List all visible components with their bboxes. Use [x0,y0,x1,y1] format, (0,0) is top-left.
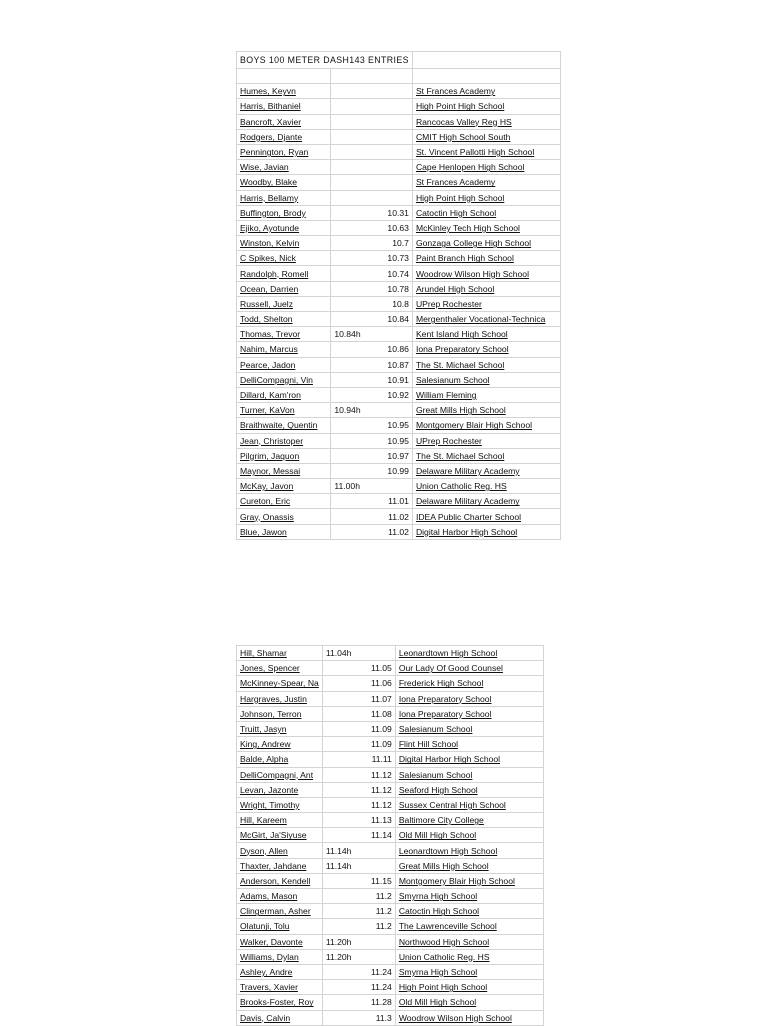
entry-row [237,980,544,995]
fat-time: 10.78 [387,283,409,294]
seed-time-cell [331,175,413,190]
seed-time-cell [322,919,395,934]
entry-row [237,782,544,797]
entry-row [237,752,544,767]
seed-time-cell [322,980,395,995]
school-name[interactable]: Delaware Military Academy [412,494,560,509]
seed-time-cell [331,114,413,129]
fat-time: 10.31 [387,207,409,218]
seed-time-cell [331,251,413,266]
seed-time-cell [322,813,395,828]
school-name[interactable]: UPrep Rochester [412,296,560,311]
school-name[interactable]: Smyrna High School [395,889,543,904]
entry-row [237,858,544,873]
fat-time: 11.2 [375,891,392,902]
school-name[interactable]: The St. Michael School [412,357,560,372]
school-name[interactable]: Digital Harbor High School [395,752,543,767]
school-name[interactable]: The Lawrenceville School [395,919,543,934]
seed-time-cell [322,934,395,949]
seed-time-cell [331,266,413,281]
entry-row [237,327,561,342]
athlete-name[interactable]: Pilgrim, Jaquon [237,448,331,463]
fat-time: 10.87 [387,359,409,370]
athlete-name[interactable]: Randolph, Romell [237,266,331,281]
entry-row [237,99,561,114]
school-name[interactable]: High Point High School [412,99,560,114]
entry-row [237,357,561,372]
fat-time: 10.7 [392,238,409,249]
school-name[interactable]: Woodrow Wilson High School [395,1010,543,1025]
athlete-name[interactable]: Olatunji, Tolu [237,919,323,934]
entry-row [237,251,561,266]
athlete-name[interactable]: King, Andrew [237,737,323,752]
athlete-name[interactable]: McKinney-Spear, Na [237,676,323,691]
athlete-name[interactable]: Walker, Davonte [237,934,323,949]
hand-time: 11.20h [325,951,352,962]
school-name[interactable]: St Frances Academy [412,84,560,99]
athlete-name[interactable]: Jean, Christoper [237,433,331,448]
athlete-name[interactable]: Truitt, Jasyn [237,721,323,736]
fat-time: 11.06 [370,678,392,689]
entry-row [237,934,544,949]
seed-time-cell [322,904,395,919]
entry-row [237,676,544,691]
entry-row [237,721,544,736]
seed-time-cell [322,995,395,1010]
seed-time-cell [331,84,413,99]
school-name[interactable]: Digital Harbor High School [412,524,560,539]
entry-row [237,114,561,129]
seed-time-cell [331,144,413,159]
fat-time: 11.05 [370,663,392,674]
fat-time: 10.84 [387,314,409,325]
entry-row [237,372,561,387]
entry-row [237,661,544,676]
athlete-name[interactable]: C Spikes, Nick [237,251,331,266]
entry-row [237,387,561,402]
school-name[interactable]: Old Mill High School [395,995,543,1010]
seed-time-cell [322,949,395,964]
school-name[interactable]: Iona Preparatory School [412,342,560,357]
athlete-name[interactable]: Maynor, Messai [237,463,331,478]
seed-time-cell [331,372,413,387]
school-name[interactable]: William Fleming [412,387,560,402]
school-name[interactable]: Gonzaga College High School [412,236,560,251]
entry-row [237,737,544,752]
seed-time-cell [331,403,413,418]
seed-time-cell [331,524,413,539]
athlete-name[interactable]: Dillard, Kam'ron [237,387,331,402]
seed-time-cell [331,448,413,463]
athlete-name[interactable]: Balde, Alpha [237,752,323,767]
school-name[interactable]: Catoctin High School [395,904,543,919]
hand-time: 10.84h [334,329,361,340]
fat-time: 10.97 [387,450,409,461]
hand-time: 11.14h [325,845,352,856]
athlete-name[interactable]: Blue, Jawon [237,524,331,539]
athlete-name[interactable]: Winston, Kelvin [237,236,331,251]
seed-time-cell [322,889,395,904]
school-name[interactable]: Salesianum School [395,721,543,736]
athlete-name[interactable]: Braithwaite, Quentin [237,418,331,433]
fat-time: 11.07 [370,693,392,704]
fat-time: 11.24 [370,967,392,978]
athlete-name[interactable]: Cureton, Eric [237,494,331,509]
athlete-name[interactable]: Johnson, Terron [237,706,323,721]
fat-time: 11.24 [370,982,392,993]
seed-time-cell [322,858,395,873]
athlete-name[interactable]: Gray, Onassis [237,509,331,524]
school-name[interactable]: Salesianum School [395,767,543,782]
entry-row [237,418,561,433]
seed-time-cell [331,342,413,357]
seed-time-cell [322,964,395,979]
fat-time: 11.15 [370,875,392,886]
athlete-name[interactable]: Anderson, Kendell [237,873,323,888]
school-name[interactable]: High Point High School [412,190,560,205]
school-name[interactable]: IDEA Public Charter School [412,509,560,524]
seed-time-cell [322,797,395,812]
fat-time: 11.09 [370,739,392,750]
hand-time: 11.00h [334,481,360,492]
seed-time-cell [322,691,395,706]
school-name[interactable]: Seaford High School [395,782,543,797]
school-name[interactable]: McKinley Tech High School [412,220,560,235]
seed-time-cell [331,312,413,327]
athlete-name[interactable]: Adams, Mason [237,889,323,904]
school-name[interactable]: CMIT High School South [412,129,560,144]
seed-time-cell [322,706,395,721]
athlete-name[interactable]: Harris, Bellamy [237,190,331,205]
school-name[interactable]: Union Catholic Reg. HS [395,949,543,964]
athlete-name[interactable]: Harris, Bithaniel [237,99,331,114]
blank-row [237,69,561,84]
fat-time: 10.63 [387,222,409,233]
hand-time: 11.14h [325,860,352,871]
athlete-name[interactable]: Russell, Juelz [237,296,331,311]
athlete-name[interactable]: Hill, Shamar [237,646,323,661]
entry-row [237,448,561,463]
school-name[interactable]: Paint Branch High School [412,251,560,266]
athlete-name[interactable]: Thaxter, Jahdane [237,858,323,873]
entry-row [237,524,561,539]
entry-row [237,236,561,251]
school-name[interactable]: Great Mills High School [412,403,560,418]
entry-row [237,281,561,296]
hand-time: 11.04h [325,648,352,659]
fat-time: 10.73 [387,253,409,264]
fat-time: 11.2 [375,906,392,917]
seed-time-cell [331,296,413,311]
athlete-name[interactable]: Dyson, Allen [237,843,323,858]
entry-row [237,843,544,858]
entry-row [237,220,561,235]
school-name[interactable]: Union Catholic Reg. HS [412,479,560,494]
entry-row [237,691,544,706]
athlete-name[interactable]: DelliCompagni, Vin [237,372,331,387]
school-name[interactable]: High Point High School [395,980,543,995]
school-name[interactable]: Smyrna High School [395,964,543,979]
entry-row [237,266,561,281]
fat-time: 11.02 [388,526,409,537]
seed-time-cell [322,661,395,676]
entry-row [237,403,561,418]
school-name[interactable]: Our Lady Of Good Counsel [395,661,543,676]
athlete-name[interactable]: Levan, Jazonte [237,782,323,797]
seed-time-cell [331,281,413,296]
entry-row [237,175,561,190]
school-name[interactable]: Sussex Central High School [395,797,543,812]
athlete-name[interactable]: McKay, Javon [237,479,331,494]
school-name[interactable]: Salesianum School [412,372,560,387]
school-name[interactable]: Northwood High School [395,934,543,949]
athlete-name[interactable]: Buffington, Brody [237,205,331,220]
athlete-name[interactable]: Woodby, Blake [237,175,331,190]
athlete-name[interactable]: Davis, Calvin [237,1010,323,1025]
fat-time: 11.02 [388,511,409,522]
school-name[interactable]: Catoctin High School [412,205,560,220]
fat-time: 11.28 [370,997,392,1008]
entry-row [237,646,544,661]
athlete-name[interactable]: Jones, Spencer [237,661,323,676]
seed-time-cell [331,433,413,448]
school-name[interactable]: Rancocas Valley Reg HS [412,114,560,129]
seed-time-cell [322,1010,395,1025]
school-name[interactable]: Cape Henlopen High School [412,160,560,175]
seed-time-cell [331,357,413,372]
athlete-name[interactable]: Pennington, Ryan [237,144,331,159]
fat-time: 11.12 [370,769,392,780]
hand-time: 10.94h [334,405,361,416]
entry-row [237,433,561,448]
entry-row [237,828,544,843]
entry-row [237,767,544,782]
entry-row [237,463,561,478]
athlete-name[interactable]: Clingerman, Asher [237,904,323,919]
athlete-name[interactable]: Ejiko, Ayotunde [237,220,331,235]
fat-time: 10.95 [387,435,409,446]
seed-time-cell [331,327,413,342]
seed-time-cell [331,463,413,478]
school-name[interactable]: Kent Island High School [412,327,560,342]
entry-row [237,995,544,1010]
school-name[interactable]: Frederick High School [395,676,543,691]
fat-time: 11.09 [370,724,392,735]
athlete-name[interactable]: Ashley, Andre [237,964,323,979]
school-name[interactable]: Leonardtown High School [395,843,543,858]
entry-row [237,889,544,904]
entry-row [237,129,561,144]
entries-sheet-page-1 [236,51,561,540]
entry-row [237,494,561,509]
fat-time: 11.3 [375,1012,392,1023]
entry-row [237,312,561,327]
entry-row [237,949,544,964]
seed-time-cell [322,828,395,843]
entry-row [237,509,561,524]
fat-time: 11.13 [370,815,392,826]
entry-row [237,342,561,357]
athlete-name[interactable]: DelliCompagni, Ant [237,767,323,782]
fat-time: 10.86 [387,344,409,355]
seed-time-cell [322,737,395,752]
fat-time: 10.74 [387,268,409,279]
athlete-name[interactable]: Thomas, Trevor [237,327,331,342]
school-name[interactable]: Arundel High School [412,281,560,296]
fat-time: 10.92 [387,390,409,401]
school-name[interactable]: Woodrow Wilson High School [412,266,560,281]
entry-row [237,706,544,721]
fat-time: 11.11 [371,754,392,765]
seed-time-cell [331,418,413,433]
seed-time-cell [322,843,395,858]
fat-time: 10.8 [392,298,409,309]
athlete-name[interactable]: Humes, Keyvn [237,84,331,99]
title-row [237,52,561,69]
school-name[interactable]: Montgomery Blair High School [412,418,560,433]
entry-row [237,1010,544,1025]
fat-time: 11.14 [370,830,392,841]
athlete-name[interactable]: Pearce, Jadon [237,357,331,372]
entry-row [237,84,561,99]
entry-row [237,205,561,220]
seed-time-cell [322,752,395,767]
athlete-name[interactable]: Hill, Kareem [237,813,323,828]
entry-row [237,904,544,919]
school-name[interactable]: Montgomery Blair High School [395,873,543,888]
empty-cell [412,52,560,69]
athlete-name[interactable]: Travers, Xavier [237,980,323,995]
entry-row [237,873,544,888]
entries-sheet-page-2 [236,645,544,1026]
athlete-name[interactable]: Todd, Shelton [237,312,331,327]
fat-time: 11.2 [375,921,392,932]
athlete-name[interactable]: Rodgers, Djante [237,129,331,144]
athlete-name[interactable]: Turner, KaVon [237,403,331,418]
entry-row [237,964,544,979]
entry-row [237,919,544,934]
entry-row [237,144,561,159]
school-name[interactable]: Leonardtown High School [395,646,543,661]
athlete-name[interactable]: Wise, Javian [237,160,331,175]
seed-time-cell [322,721,395,736]
athlete-name[interactable]: Ocean, Darrien [237,281,331,296]
school-name[interactable]: The St. Michael School [412,448,560,463]
athlete-name[interactable]: Nahim, Marcus [237,342,331,357]
entry-row [237,296,561,311]
school-name[interactable]: Mergenthaler Vocational-Technica [412,312,560,327]
fat-time: 11.08 [370,708,392,719]
school-name[interactable]: Great Mills High School [395,858,543,873]
fat-time: 10.91 [387,374,409,385]
school-name[interactable]: UPrep Rochester [412,433,560,448]
entry-row [237,190,561,205]
athlete-name[interactable]: Bancroft, Xavier [237,114,331,129]
seed-time-cell [331,99,413,114]
school-name[interactable]: St Frances Academy [412,175,560,190]
athlete-name[interactable]: McGirt, Ja'Siyuse [237,828,323,843]
seed-time-cell [331,205,413,220]
school-name[interactable]: Iona Preparatory School [395,706,543,721]
fat-time: 11.12 [370,784,392,795]
seed-time-cell [331,129,413,144]
hand-time: 11.20h [325,936,352,947]
seed-time-cell [331,190,413,205]
entry-row [237,160,561,175]
athlete-name[interactable]: Wright, Timothy [237,797,323,812]
seed-time-cell [331,236,413,251]
seed-time-cell [331,220,413,235]
athlete-name[interactable]: Williams, Dylan [237,949,323,964]
seed-time-cell [322,767,395,782]
seed-time-cell [331,387,413,402]
school-name[interactable]: Old Mill High School [395,828,543,843]
entry-row [237,479,561,494]
sheet-title: BOYS 100 METER DASH143 ENTRIES [237,52,413,69]
school-name[interactable]: Delaware Military Academy [412,463,560,478]
entry-row [237,797,544,812]
seed-time-cell [331,494,413,509]
seed-time-cell [322,646,395,661]
seed-time-cell [331,509,413,524]
seed-time-cell [322,782,395,797]
seed-time-cell [331,479,413,494]
fat-time: 11.12 [370,799,392,810]
fat-time: 10.95 [387,420,409,431]
fat-time: 10.99 [387,465,409,476]
seed-time-cell [322,676,395,691]
school-name[interactable]: St. Vincent Pallotti High School [412,144,560,159]
school-name[interactable]: Iona Preparatory School [395,691,543,706]
fat-time: 11.01 [388,496,409,507]
school-name[interactable]: Flint Hill School [395,737,543,752]
entry-row [237,813,544,828]
seed-time-cell [322,873,395,888]
seed-time-cell [331,160,413,175]
athlete-name[interactable]: Hargraves, Justin [237,691,323,706]
school-name[interactable]: Baltimore City College [395,813,543,828]
athlete-name[interactable]: Brooks-Foster, Roy [237,995,323,1010]
